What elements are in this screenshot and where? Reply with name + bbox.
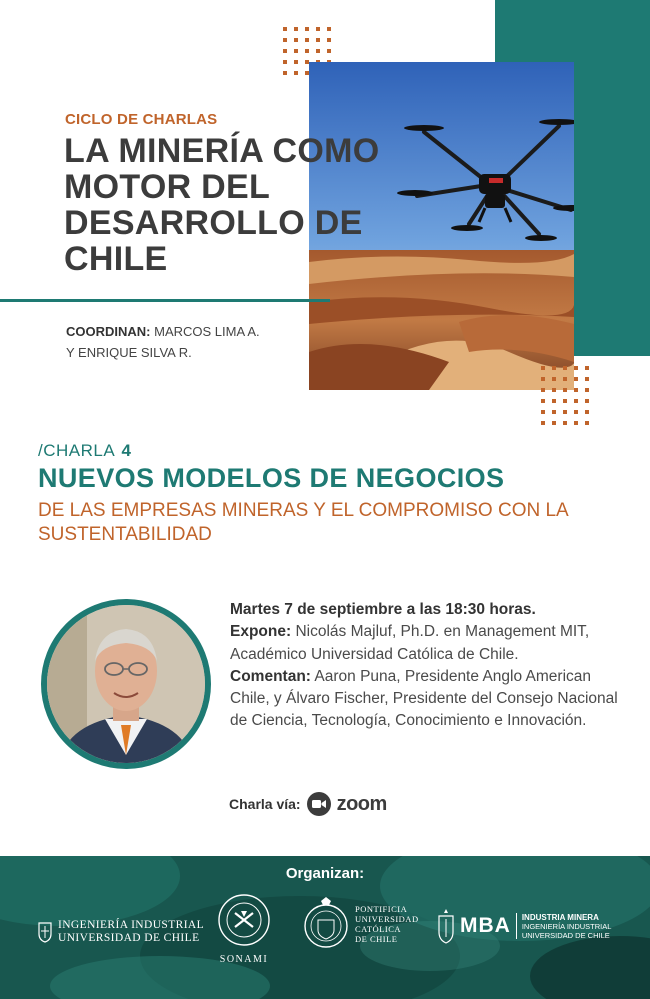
speaker-label: Expone:	[230, 623, 292, 641]
logo-ingenieria-industrial	[38, 919, 204, 945]
logo-puc	[303, 896, 419, 952]
commentators-text: Aaron Puna, Presidente Anglo American Chile, y Álvaro Fischer, Presidente del Consejo Nacional de Ciencia, Tecnología, Conocimiento e Innovación.	[230, 667, 618, 730]
zoom-camera-icon	[307, 792, 331, 816]
university-shield-icon	[38, 921, 52, 943]
organizers-label: Organizan:	[285, 865, 365, 882]
platform-name: zoom	[336, 792, 387, 815]
talk-number-value: 4	[121, 441, 132, 460]
logo-puc-line2: UNIVERSIDAD	[355, 914, 419, 924]
logo-mba-name: MBA	[460, 914, 511, 937]
commentators-label: Comentan:	[230, 667, 311, 685]
logo-puc-line4: DE CHILE	[355, 934, 398, 944]
logo-puc-line1: PONTIFICIA	[355, 904, 408, 914]
logo-sonami-name: SONAMI	[219, 954, 269, 965]
decorative-dot-grid-bottom	[541, 366, 589, 425]
organizers-footer	[0, 856, 650, 999]
cycle-label: CICLO DE CHARLAS	[65, 111, 218, 128]
platform-label: Charla vía:	[229, 796, 301, 812]
speaker-text: Nicolás Majluf, Ph.D. en Management MIT, Académico Universidad Católica de Chile.	[230, 623, 590, 663]
coordinators	[66, 321, 260, 363]
coordinators-label: COORDINAN:	[66, 324, 151, 339]
talk-title: NUEVOS MODELOS DE NEGOCIOS	[38, 463, 505, 493]
platform-info	[229, 791, 387, 817]
logo-mba-line1: INDUSTRIA MINERA	[521, 912, 599, 922]
commentators-info	[230, 666, 630, 733]
logo-ing-line1: INGENIERÍA INDUSTRIAL	[58, 919, 205, 931]
talk-subtitle: DE LAS EMPRESAS MINERAS Y EL COMPROMISO CON LA SUSTENTABILIDAD	[38, 500, 568, 545]
talk-number	[38, 441, 131, 461]
talk-details	[230, 599, 630, 733]
logo-sonami	[213, 893, 275, 965]
puc-crest-icon	[303, 896, 349, 952]
logo-puc-line3: CATÓLICA	[355, 924, 402, 934]
speaker-portrait	[41, 599, 211, 769]
speaker-info	[230, 621, 630, 666]
logo-mba	[437, 908, 611, 944]
logo-mba-line2: INGENIERÍA INDUSTRIAL	[521, 921, 612, 931]
logo-mba-divider	[516, 913, 517, 939]
talk-prefix: /CHARLA	[38, 441, 115, 460]
logo-mba-line3: UNIVERSIDAD DE CHILE	[521, 930, 610, 940]
series-title: LA MINERÍA COMO MOTOR DEL DESARROLLO DE CHILE	[64, 132, 380, 278]
coordinators-line2: Y ENRIQUE SILVA R.	[66, 345, 192, 360]
mba-shield-icon	[437, 908, 455, 944]
title-divider	[0, 299, 330, 302]
coordinators-line1: MARCOS LIMA A.	[154, 324, 260, 339]
sonami-seal-icon	[217, 893, 271, 947]
logo-ing-line2: UNIVERSIDAD DE CHILE	[58, 932, 200, 944]
talk-date: Martes 7 de septiembre a las 18:30 horas.	[230, 601, 536, 618]
